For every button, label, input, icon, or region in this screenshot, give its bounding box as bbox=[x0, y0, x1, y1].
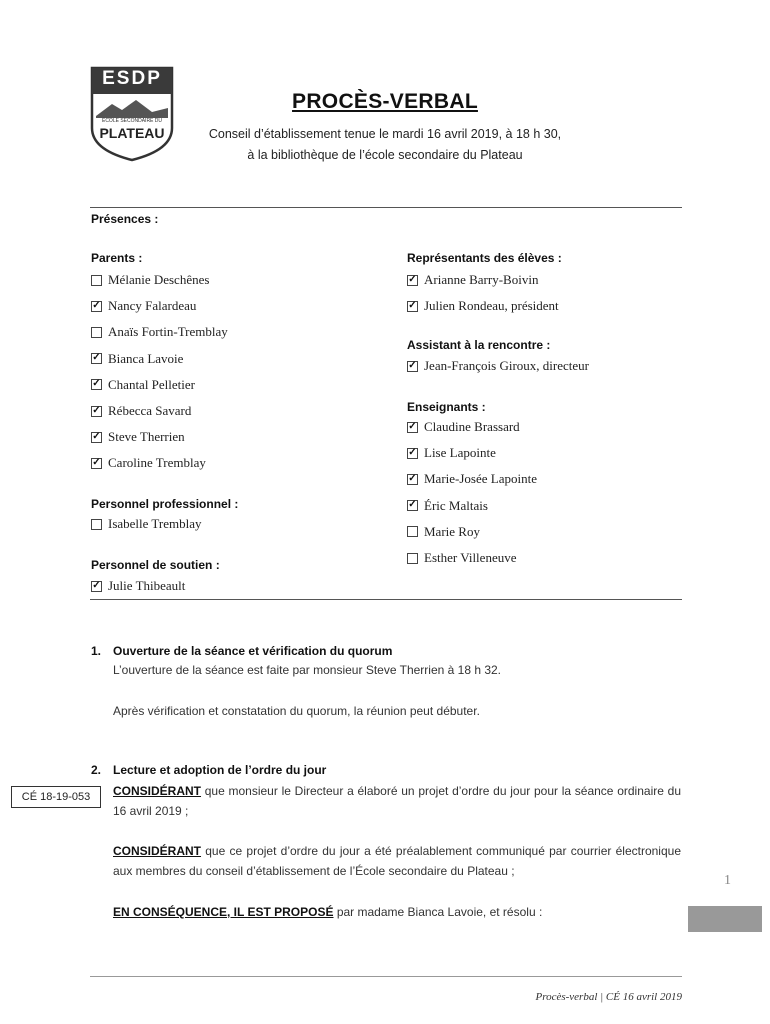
footer-divider bbox=[90, 976, 682, 977]
consequence-paragraph bbox=[113, 902, 681, 922]
assistant-heading: Assistant à la rencontre : bbox=[407, 338, 551, 352]
considerant1-paragraph bbox=[113, 781, 681, 821]
attendee-row bbox=[407, 419, 520, 435]
attendee-name: Arianne Barry-Boivin bbox=[424, 272, 539, 287]
checked-box-icon bbox=[407, 275, 418, 286]
attendee-name: Lise Lapointe bbox=[424, 445, 496, 461]
attendee-name: Steve Therrien bbox=[108, 429, 185, 445]
resolution-ref-box: CÉ 18-19-053 bbox=[11, 786, 101, 808]
attendee-name: Chantal Pelletier bbox=[108, 376, 196, 392]
attendee-row bbox=[91, 272, 209, 288]
attendee-name: Marie-Josée Lapointe bbox=[424, 471, 537, 487]
checked-box-icon bbox=[407, 361, 418, 372]
attendee-name: Julie Thibeault bbox=[108, 578, 186, 593]
eleves-heading: Représentants des élèves : bbox=[407, 251, 562, 265]
logo-top-text: ESDP bbox=[102, 68, 162, 89]
attendee-row bbox=[407, 272, 538, 288]
section1-number: 1. bbox=[91, 644, 102, 658]
considerant2-text: que ce projet d’ordre du jour a été préalablement communiqué par courrier électronique aux membres du conseil d’établissement de l’École secondaire du Plateau ; bbox=[113, 844, 681, 878]
attendee-row bbox=[407, 550, 516, 566]
checked-box-icon bbox=[407, 448, 418, 459]
checked-box-icon bbox=[407, 301, 418, 312]
considerant1-label: CONSIDÉRANT bbox=[113, 784, 202, 798]
attendee-name: Caroline Tremblay bbox=[108, 455, 206, 471]
checked-box-icon bbox=[91, 301, 102, 312]
attendee-name: Claudine Brassard bbox=[424, 419, 520, 434]
consequence-text: par madame Bianca Lavoie, et résolu : bbox=[333, 905, 543, 919]
subtitle-line1: Conseil d’établissement tenue le mardi 16 avril 2019, à 18 h 30, bbox=[208, 127, 562, 141]
section1-title: Ouverture de la séance et vérification du quorum bbox=[113, 644, 393, 658]
section1-paragraph2: Après vérification et constatation du quorum, la réunion peut débuter. bbox=[113, 704, 480, 718]
attendee-row bbox=[91, 429, 185, 445]
attendee-row bbox=[91, 377, 195, 393]
section1-paragraph1: L’ouverture de la séance est faite par monsieur Steve Therrien à 18 h 32. bbox=[113, 663, 502, 677]
unchecked-box-icon bbox=[91, 327, 102, 338]
attendee-name: Julien Rondeau, président bbox=[424, 298, 559, 313]
page-title: PROCÈS-VERBAL bbox=[292, 90, 478, 113]
attendee-row bbox=[407, 298, 559, 314]
checked-box-icon bbox=[91, 353, 102, 364]
attendee-name: Rébecca Savard bbox=[108, 403, 192, 418]
attendee-name: Bianca Lavoie bbox=[108, 350, 184, 366]
attendee-name: Mélanie Deschênes bbox=[108, 272, 210, 287]
checked-box-icon bbox=[91, 458, 102, 469]
unchecked-box-icon bbox=[91, 275, 102, 286]
attendee-name: Anaïs Fortin-Tremblay bbox=[108, 324, 228, 340]
considerant2-label: CONSIDÉRANT bbox=[113, 844, 202, 858]
section2-title: Lecture et adoption de l’ordre du jour bbox=[113, 763, 327, 777]
footer-text: Procès-verbal | CÉ 16 avril 2019 bbox=[535, 991, 682, 1003]
page-number: 1 bbox=[724, 873, 731, 888]
attendee-row bbox=[407, 358, 589, 374]
logo-line2: PLATEAU bbox=[99, 125, 165, 141]
checked-box-icon bbox=[407, 500, 418, 511]
checked-box-icon bbox=[407, 474, 418, 485]
attendee-row bbox=[91, 298, 196, 314]
professionnel-heading: Personnel professionnel : bbox=[91, 497, 239, 511]
attendee-row bbox=[407, 445, 496, 461]
attendee-row bbox=[407, 524, 480, 540]
section2-number: 2. bbox=[91, 763, 102, 777]
consequence-label: EN CONSÉQUENCE, IL EST PROPOSÉ bbox=[113, 905, 334, 919]
considerant2-paragraph bbox=[113, 841, 681, 881]
attendee-row bbox=[91, 324, 228, 340]
top-divider bbox=[90, 207, 682, 208]
presences-heading: Présences : bbox=[91, 212, 159, 226]
attendee-name: Jean-François Giroux, directeur bbox=[424, 358, 589, 373]
attendee-name: Isabelle Tremblay bbox=[108, 516, 202, 531]
checked-box-icon bbox=[91, 379, 102, 390]
presences-bottom-divider bbox=[90, 599, 682, 600]
attendee-row bbox=[407, 471, 537, 487]
enseignants-heading: Enseignants : bbox=[407, 400, 486, 414]
school-logo bbox=[90, 66, 174, 162]
unchecked-box-icon bbox=[407, 526, 418, 537]
unchecked-box-icon bbox=[91, 519, 102, 530]
attendee-name: Nancy Falardeau bbox=[108, 298, 197, 314]
attendee-row bbox=[91, 516, 202, 532]
attendee-name: Éric Maltais bbox=[424, 497, 488, 513]
attendee-row bbox=[91, 403, 191, 419]
attendee-row bbox=[407, 498, 488, 514]
subtitle-line2: à la bibliothèque de l’école secondaire du Plateau bbox=[247, 148, 523, 162]
logo-line1: ÉCOLE SECONDAIRE DU bbox=[101, 118, 162, 124]
attendee-name: Marie Roy bbox=[424, 523, 480, 539]
checked-box-icon bbox=[407, 422, 418, 433]
checked-box-icon bbox=[91, 406, 102, 417]
checked-box-icon bbox=[91, 432, 102, 443]
page-tab-marker bbox=[688, 906, 762, 932]
attendee-row bbox=[91, 455, 206, 471]
attendee-row bbox=[91, 351, 183, 367]
unchecked-box-icon bbox=[407, 553, 418, 564]
checked-box-icon bbox=[91, 581, 102, 592]
attendee-row bbox=[91, 578, 185, 594]
considerant1-text: que monsieur le Directeur a élaboré un projet d’ordre du jour pour la séance ordinaire du 16 avril 2019 ; bbox=[113, 784, 681, 818]
parents-heading: Parents : bbox=[91, 251, 143, 265]
attendee-name: Esther Villeneuve bbox=[424, 550, 517, 565]
soutien-heading: Personnel de soutien : bbox=[91, 558, 220, 572]
